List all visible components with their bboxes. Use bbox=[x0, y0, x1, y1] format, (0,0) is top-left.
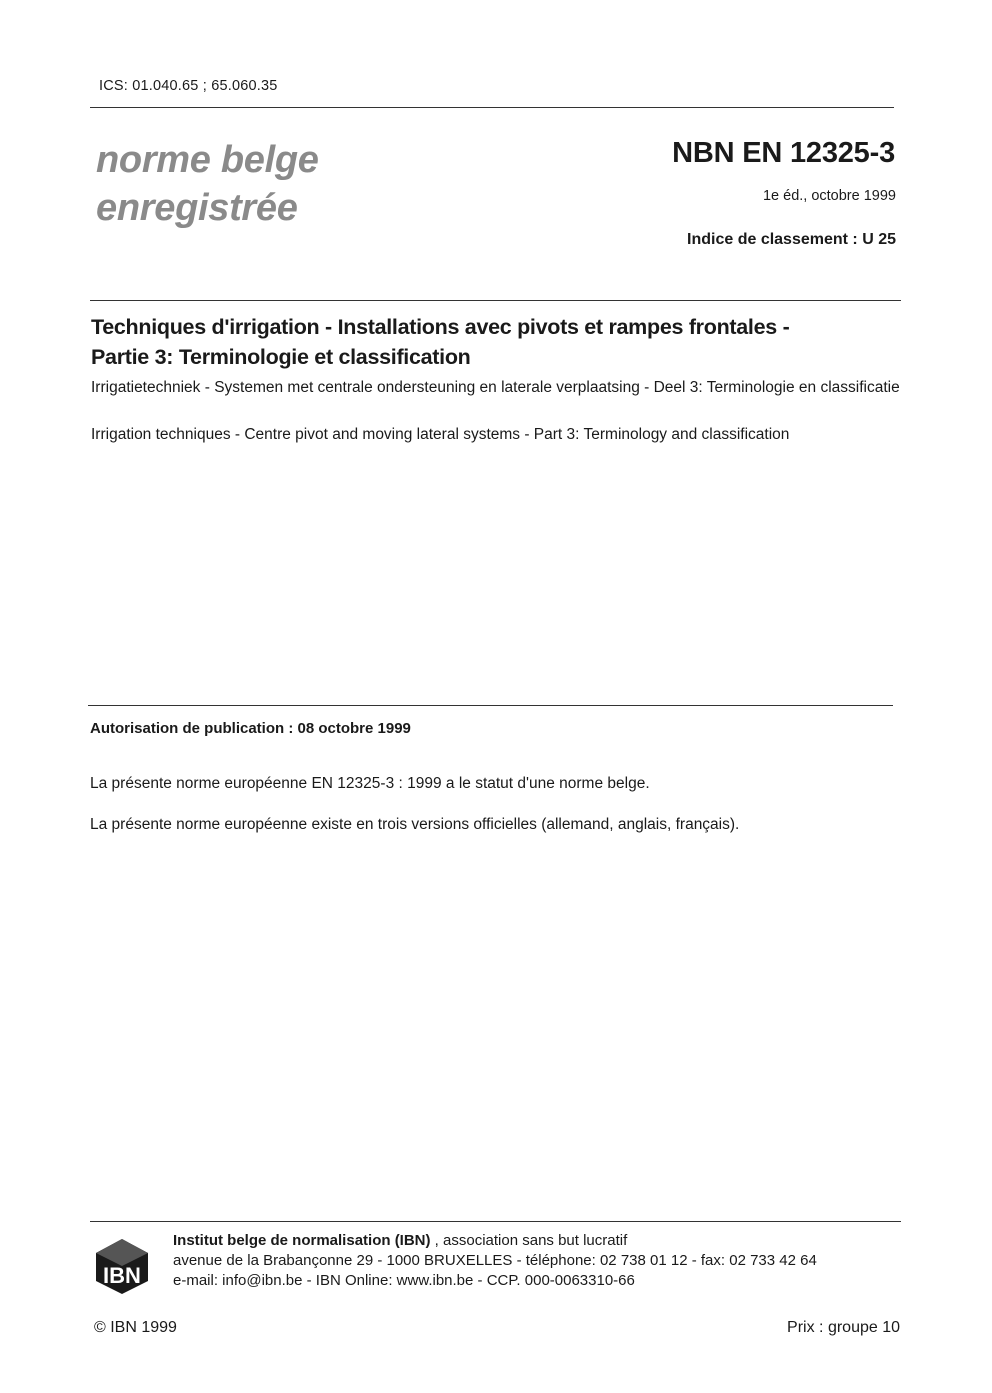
publication-authorisation: Autorisation de publication : 08 octobre 1999 bbox=[90, 720, 411, 737]
publication-rule bbox=[88, 705, 893, 706]
edition-date: 1e éd., octobre 1999 bbox=[762, 188, 896, 204]
title-rule bbox=[90, 300, 901, 301]
institute-contact: e-mail: info@ibn.be - IBN Online: www.ibn.be - CCP. 000-0063310-66 bbox=[173, 1272, 635, 1289]
ibn-logo bbox=[93, 1237, 151, 1295]
copyright: © IBN 1999 bbox=[94, 1319, 177, 1336]
institute-address: avenue de la Brabançonne 29 - 1000 BRUXELLES - téléphone: 02 738 01 12 - fax: 02 733 42 64 bbox=[173, 1252, 817, 1269]
price-group: Prix : groupe 10 bbox=[787, 1319, 900, 1336]
brand-line-2: enregistrée bbox=[96, 187, 298, 229]
title-dutch: Irrigatietechniek - Systemen met centrale ondersteuning en laterale verplaatsing - Deel 3: Terminologie en classificatie bbox=[91, 379, 900, 396]
ics-code: ICS: 01.040.65 ; 65.060.35 bbox=[99, 78, 278, 94]
brand-line-1: norme belge bbox=[96, 139, 319, 181]
institute-info bbox=[173, 1231, 817, 1291]
title-french-line-1: Techniques d'irrigation - Installations avec pivots et rampes frontales - bbox=[91, 315, 790, 339]
status-paragraph: La présente norme européenne EN 12325-3 : 1999 a le statut d'une norme belge. bbox=[90, 775, 650, 792]
footer-rule bbox=[90, 1221, 901, 1222]
brand-title bbox=[96, 136, 319, 232]
versions-paragraph: La présente norme européenne existe en trois versions officielles (allemand, anglais, français). bbox=[90, 816, 740, 833]
top-rule bbox=[90, 107, 894, 108]
title-english: Irrigation techniques - Centre pivot and moving lateral systems - Part 3: Terminology and classification bbox=[91, 426, 790, 443]
institute-name: Institut belge de normalisation (IBN) bbox=[173, 1232, 431, 1249]
title-french bbox=[91, 312, 911, 372]
standard-number: NBN EN 12325-3 bbox=[672, 137, 895, 169]
classification-index: Indice de classement : U 25 bbox=[687, 231, 896, 248]
institute-suffix: , association sans but lucratif bbox=[430, 1232, 628, 1249]
ibn-logo-text: IBN bbox=[103, 1263, 141, 1288]
title-french-line-2: Partie 3: Terminologie et classification bbox=[91, 345, 471, 369]
institute-line bbox=[173, 1231, 817, 1251]
